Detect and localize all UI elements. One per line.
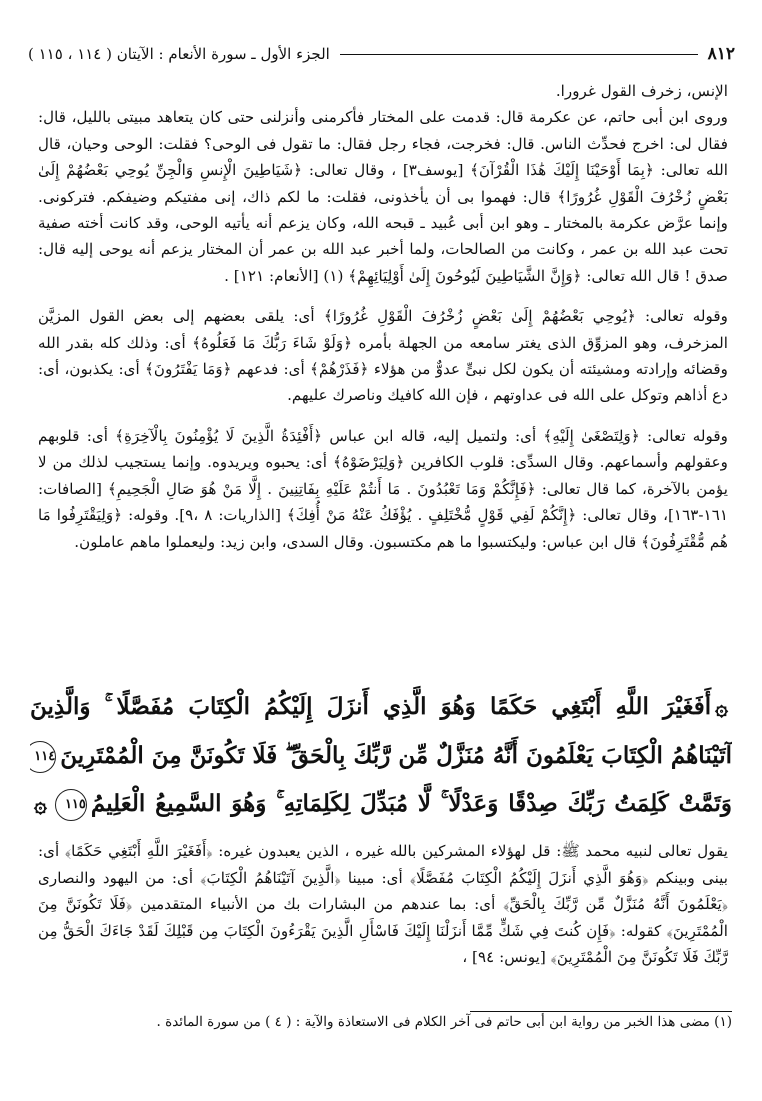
paragraph: يقول تعالى لنبيه محمد ﷺ: قل لهؤلاء المشركين بالله غيره ، الذين يعبدون غيره: ﴿أَفَغَيْرَ اللَّهِ أَبْتَغِي حَكَمًا﴾ أى: بينى وبينكم ﴿وَهُوَ الَّذِي أَنزَلَ إِلَيْكُمُ الْكِتَابَ مُفَصَّلًا﴾ أى: مبينا ﴿الَّذِينَ آتَيْنَاهُمُ الْكِتَابَ﴾ أى: من اليهود والنصارى ﴿يَعْلَمُونَ أَنَّهُ مُنَزَّلٌ مِّن رَّبِّكَ بِالْحَقِّ﴾ أى: بما عندهم من البشارات بك من الأنبياء المتقدمين ﴿فَلَا تَكُونَنَّ مِنَ الْمُمْتَرِينَ﴾ كقوله: ﴿فَإِن كُنتَ فِي شَكٍّ مِّمَّا أَنزَلْنَا إِلَيْكَ فَاسْأَلِ الَّذِينَ يَقْرَءُونَ الْكِتَابَ مِن قَبْلِكَ لَقَدْ جَاءَكَ الْحَقُّ مِن رَّبِّكَ فَلَا تَكُونَنَّ مِنَ الْمُمْتَرِينَ﴾ [يونس: ٩٤] ،	[38, 842, 728, 967]
verse-line	[30, 780, 732, 829]
commentary-text	[38, 838, 728, 971]
paragraph: وقوله تعالى: ﴿وَلِتَصْغَىٰ إِلَيْهِ﴾ أى: ولتميل إليه، قاله ابن عباس ﴿أَفْئِدَةُ الَّذِينَ لَا يُؤْمِنُونَ بِالْآخِرَةِ﴾ أى: قلوبهم وعقولهم وأسماعهم. وقال السدِّى: قلوب الكافرين ﴿وَلِيَرْضَوْهُ﴾ أى: يحبوه ويريدوه. وإنما يستجيب لذلك من لا يؤمن بالآخرة، كما قال تعالى: ﴿فَإِنَّكُمْ وَمَا تَعْبُدُونَ . مَا أَنتُمْ عَلَيْهِ بِفَاتِنِينَ . إِلَّا مَنْ هُوَ صَالِ الْجَحِيمِ﴾ [الصافات: ١٦١-١٦٣]، وقال تعالى: ﴿إِنَّكُمْ لَفِي قَوْلٍ مُّخْتَلِفٍ . يُؤْفَكُ عَنْهُ مَنْ أُفِكَ﴾ [الذاريات: ٨ ،٩]. وقوله: ﴿وَلِيَقْتَرِفُوا مَا هُم مُّقْتَرِفُونَ﴾ قال ابن عباس: وليكتسبوا ما هم مكتسبون. وقال السدى، وابن زيد: وليعملوا ماهم عاملون.	[38, 426, 729, 551]
running-title: الجزء الأول ـ سورة الأنعام : الآيتان ( ١١٤ ، ١١٥ )	[28, 45, 330, 63]
page-number: ٨١٢	[707, 44, 735, 64]
ayah-number-icon: ١١٤	[30, 741, 56, 773]
paragraph: وقوله تعالى: ﴿يُوحِي بَعْضُهُمْ إِلَىٰ بَعْضٍ زُخْرُفَ الْقَوْلِ غُرُورًا﴾ أى: يلقى بعضهم إلى بعض القول المزيَّن المزخرف، وهو المزوِّق الذى يغتر سامعه من الجهلة بأمره ﴿وَلَوْ شَاءَ رَبُّكَ مَا فَعَلُوهُ﴾ أى: وذلك كله بقدر الله وقضائه وإرادته ومشيئته أن يكون لكل نبىٍّ عدوٌّ من هؤلاء ﴿فَذَرْهُمْ﴾ أى: فدعهم ﴿وَمَا يَفْتَرُونَ﴾ أى: يكذبون، أى: دع أذاهم وتوكل على الله فى عداوتهم ، فإن الله كافيك وناصرك عليهم.	[38, 307, 728, 405]
verse-line	[30, 732, 732, 780]
ornament-icon: ۞	[34, 792, 47, 818]
paragraph: وروى ابن أبى حاتم، عن عكرمة قال: قدمت على المختار فأكرمنى وأنزلنى حتى كان يتعاهد مبيتى بالليل، قال: فقال لى: اخرج فحدِّث الناس. قال: فخرجت، فجاء رجل فقال: ما تقول فى الوحى؟ فقلت: الوحى وحيان، قال الله تعالى: ﴿بِمَا أَوْحَيْنَا إِلَيْكَ هَٰذَا الْقُرْآنَ﴾ [يوسف٣] ، وقال تعالى: ﴿شَيَاطِينَ الْإِنسِ وَالْجِنِّ يُوحِي بَعْضُهُمْ إِلَىٰ بَعْضٍ زُخْرُفَ الْقَوْلِ غُرُورًا﴾ قال: فهموا بى أن يأخذونى، فقلت: ما لكم ذاك، إنى مفتيكم وضيفكم. فتركونى. وإنما عرَّض عكرمة بالمختار ـ وهو ابن أبى عُبيد ـ قبحه الله، وكان يزعم أنه يأتيه الوحى، وقد كانت أخته صفية تحت عبد الله بن عمر ، وكانت من الصالحات، ولما أخبر عبد الله بن عمر أن المختار يزعم أنه يوحى إليه قال: صدق ! قال الله تعالى: ﴿وَإِنَّ الشَّيَاطِينَ لَيُوحُونَ إِلَىٰ أَوْلِيَائِهِمْ﴾ (١) [الأنعام: ١٢١] .	[38, 108, 728, 285]
verse-text: أَفَغَيْرَ اللَّهِ أَبْتَغِي حَكَمًا وَهُوَ الَّذِي أَنزَلَ إِلَيْكُمُ الْكِتَابَ مُفَصَّلًا ۚ وَالَّذِينَ	[30, 693, 712, 720]
verse-text: آتَيْنَاهُمُ الْكِتَابَ يَعْلَمُونَ أَنَّهُ مُنَزَّلٌ مِّن رَّبِّكَ بِالْحَقِّ ۖ فَلَا تَكُونَنَّ مِنَ الْمُمْتَرِينَ	[60, 742, 732, 769]
running-header	[28, 40, 735, 68]
quran-verse-block	[30, 683, 732, 829]
main-text	[38, 78, 728, 555]
header-rule	[340, 54, 698, 55]
footnote: (١) مضى هذا الخبر من رواية ابن أبى حاتم فى آخر الكلام فى الاستعاذة والآية : ( ٤ ) من سورة المائدة .	[156, 1014, 732, 1030]
verse-line	[30, 683, 732, 732]
verse-text: وَتَمَّتْ كَلِمَتُ رَبِّكَ صِدْقًا وَعَدْلًا ۚ لَّا مُبَدِّلَ لِكَلِمَاتِهِ ۚ وَهُوَ السَّمِيعُ الْعَلِيمُ	[90, 790, 732, 817]
ayah-number-icon: ١١٥	[55, 789, 87, 821]
ornament-icon: ۞	[715, 695, 728, 721]
footnote-rule	[470, 1011, 732, 1012]
paragraph: الإنس، زخرف القول غرورا.	[555, 82, 728, 100]
